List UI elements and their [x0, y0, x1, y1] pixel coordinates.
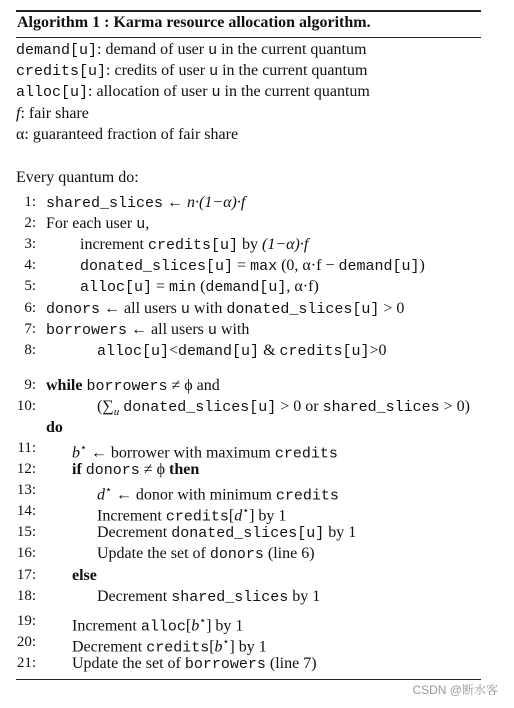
line-number: 19: [16, 613, 36, 629]
line-content: donated_slices[u] = max (0, α·f − demand[u]) [80, 257, 425, 275]
definition-text: in the current quantum [221, 41, 367, 58]
definition-row [16, 103, 89, 124]
line-number: 9: [24, 377, 36, 393]
definition-text: : fair share [20, 105, 89, 122]
line-number: 21: [16, 655, 36, 671]
line-number: 1: [24, 194, 36, 210]
line-number: 18: [16, 588, 36, 604]
line-number: 10: [16, 398, 36, 414]
line-number: 16: [16, 545, 36, 561]
algorithm-title-text: Karma resource allocation algorithm. [113, 14, 371, 31]
line-content: if donors ≠ ϕ then [72, 461, 200, 479]
definition-text: : allocation of user [88, 83, 208, 100]
line-number: 14: [16, 503, 36, 519]
definition-text: in the current quantum [222, 62, 368, 79]
definition-text: in the current quantum [224, 83, 370, 100]
line-content: alloc[u] = min (demand[u], α·f) [80, 278, 319, 296]
do-keyword: do [46, 419, 63, 436]
watermark: CSDN @断水客 [412, 683, 498, 697]
intro-text: Every quantum do: [16, 169, 139, 186]
line-content: Increment credits[d⋆] by 1 [97, 505, 287, 526]
line-content: d⋆ ← donor with minimum credits [97, 484, 339, 505]
line-content: alloc[u]<demand[u] & credits[u]>0 [97, 342, 387, 360]
line-number: 5: [24, 278, 36, 294]
top-rule [16, 10, 481, 12]
line-number: 3: [24, 236, 36, 252]
line-content: b⋆ ← borrower with maximum credits [72, 442, 338, 463]
definition-symbol: f [16, 105, 21, 122]
line-content: shared_slices ← n·(1−α)·f [46, 194, 246, 212]
line-content: donors ← all users u with donated_slices[u] > 0 [46, 300, 405, 318]
definition-code: u [209, 63, 219, 80]
definition-row [16, 39, 366, 61]
line-content: Decrement shared_slices by 1 [97, 588, 321, 606]
algorithm-title-label: Algorithm 1 : [17, 14, 110, 31]
definition-code: demand[u] [16, 42, 98, 59]
line-content: Decrement donated_slices[u] by 1 [97, 524, 357, 542]
line-number: 7: [24, 321, 36, 337]
line-content: Update the set of donors (line 6) [97, 545, 315, 563]
line-number: 4: [24, 257, 36, 273]
title-rule [16, 37, 481, 38]
definition-code: credits[u] [16, 63, 107, 80]
line-number: 8: [24, 342, 36, 358]
definition-symbol: α [16, 126, 25, 143]
definition-code: alloc[u] [16, 84, 89, 101]
line-number: 12: [16, 461, 36, 477]
definition-text: : demand of user [97, 41, 205, 58]
line-content: For each user u, [46, 215, 150, 233]
line-number: 6: [24, 300, 36, 316]
line-number: 15: [16, 524, 36, 540]
line-number: 2: [24, 215, 36, 231]
line-number: 17: [16, 567, 36, 583]
line-content: borrowers ← all users u with [46, 321, 250, 339]
definition-text: : credits of user [106, 62, 206, 79]
line-content: ($\sum_u$ donated_slices[u] > 0 or shared_slices > 0) [97, 398, 471, 419]
else-keyword: else [72, 567, 97, 584]
line-content: Update the set of borrowers (line 7) [72, 655, 317, 673]
line-content: while borrowers ≠ ϕ and [46, 377, 220, 395]
definition-code: u [208, 42, 218, 59]
definition-code: u [211, 84, 221, 101]
bottom-rule [16, 679, 481, 680]
definition-row [16, 124, 238, 145]
line-content: Decrement credits[b⋆] by 1 [72, 636, 267, 657]
line-number: 13: [16, 482, 36, 498]
definition-row [16, 81, 370, 103]
line-number: 11: [17, 440, 36, 456]
line-content: Increment alloc[b⋆] by 1 [72, 615, 244, 636]
line-content: increment credits[u] by (1−α)·f [80, 236, 309, 254]
algorithm-title [17, 14, 371, 32]
line-number: 20: [16, 634, 36, 650]
definition-text: : guaranteed fraction of fair share [24, 126, 239, 143]
definition-row [16, 60, 367, 82]
